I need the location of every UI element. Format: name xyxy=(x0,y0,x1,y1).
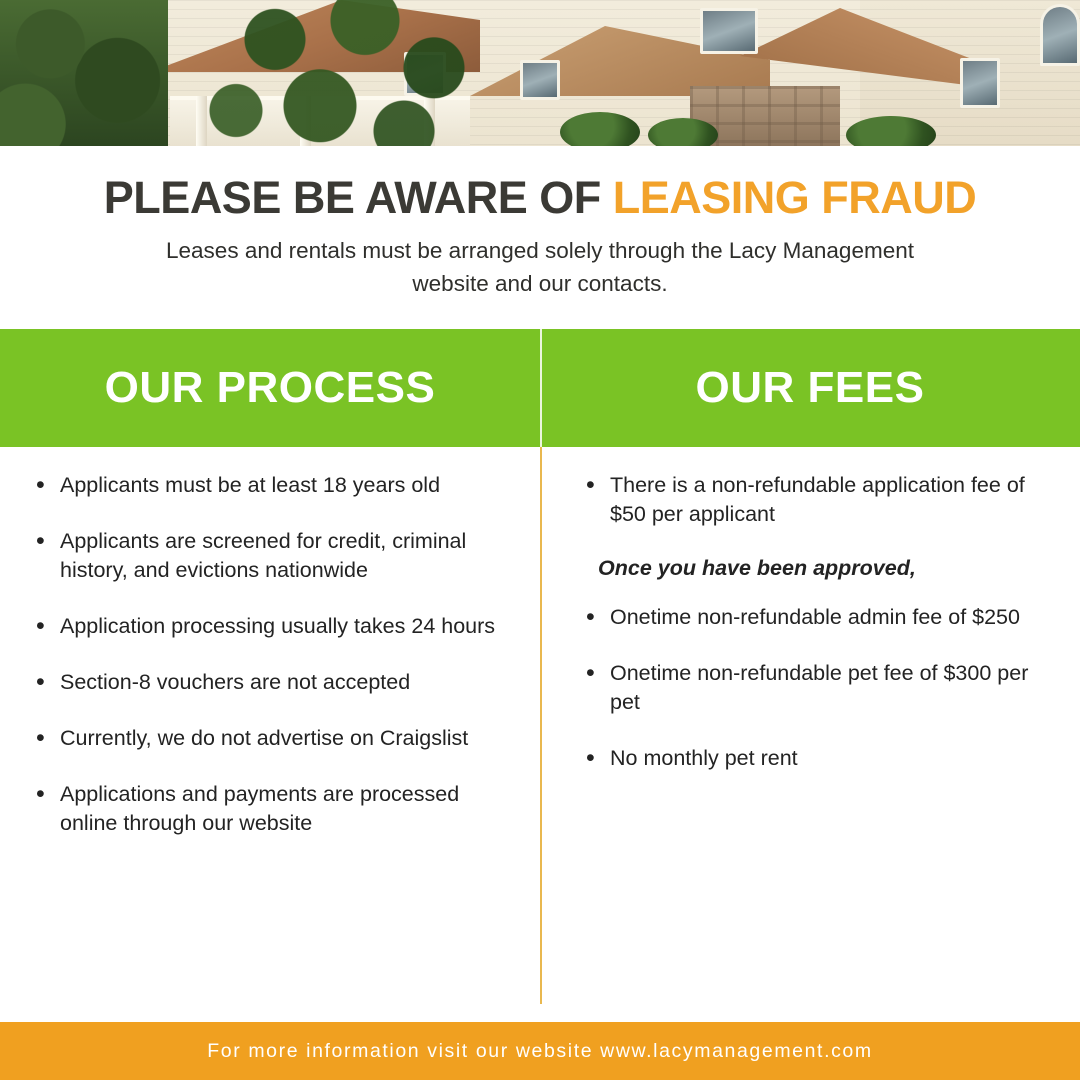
our-fees-title: OUR FEES xyxy=(695,362,925,412)
header-block xyxy=(0,146,1080,301)
headline-main-text: PLEASE BE AWARE OF xyxy=(103,172,613,223)
fees-list-before-note xyxy=(584,471,1054,529)
list-item: • Application processing usually takes 24 hours xyxy=(34,612,504,641)
process-column xyxy=(0,471,540,1023)
window-2 xyxy=(520,60,560,100)
list-item: • No monthly pet rent xyxy=(584,744,1054,773)
fees-approval-note: Once you have been approved, xyxy=(598,555,916,580)
subheadline: Leases and rentals must be arranged solely through the Lacy Management website and our contacts. xyxy=(166,238,914,296)
list-item: • Onetime non-refundable admin fee of $250 xyxy=(584,603,1054,632)
shrub-1 xyxy=(560,112,640,146)
list-item: • Applicants must be at least 18 years old xyxy=(34,471,504,500)
tree-foliage-left xyxy=(0,0,168,146)
tree-foliage-center xyxy=(200,0,500,146)
band-right xyxy=(540,329,1080,447)
content-columns xyxy=(0,447,1080,1023)
process-list xyxy=(34,471,504,838)
fees-column xyxy=(540,471,1080,1023)
window-4 xyxy=(960,58,1000,108)
list-item: • Applications and payments are processed online through our website xyxy=(34,780,504,838)
hero-photo xyxy=(0,0,1080,146)
window-3 xyxy=(700,8,758,54)
page-title xyxy=(40,174,1040,221)
list-item: • Onetime non-refundable pet fee of $300 per pet xyxy=(584,659,1054,717)
footer-text: For more information visit our website www.lacymanagement.com xyxy=(207,1039,873,1062)
shrub-2 xyxy=(648,118,718,146)
footer-bar xyxy=(0,1022,1080,1080)
band-left xyxy=(0,329,540,447)
fees-list-after-note xyxy=(584,603,1054,773)
window-arched xyxy=(1040,4,1080,66)
band-divider xyxy=(540,329,542,447)
section-header-band xyxy=(0,329,1080,447)
list-item: • Currently, we do not advertise on Craigslist xyxy=(34,724,504,753)
our-process-title: OUR PROCESS xyxy=(104,362,436,412)
column-divider xyxy=(540,447,542,1005)
list-item: • There is a non-refundable application fee of $50 per applicant xyxy=(584,471,1054,529)
list-item: • Section-8 vouchers are not accepted xyxy=(34,668,504,697)
list-item: • Applicants are screened for credit, criminal history, and evictions nationwide xyxy=(34,527,504,585)
shrub-3 xyxy=(846,116,936,146)
headline-accent-text: LEASING FRAUD xyxy=(612,172,977,223)
